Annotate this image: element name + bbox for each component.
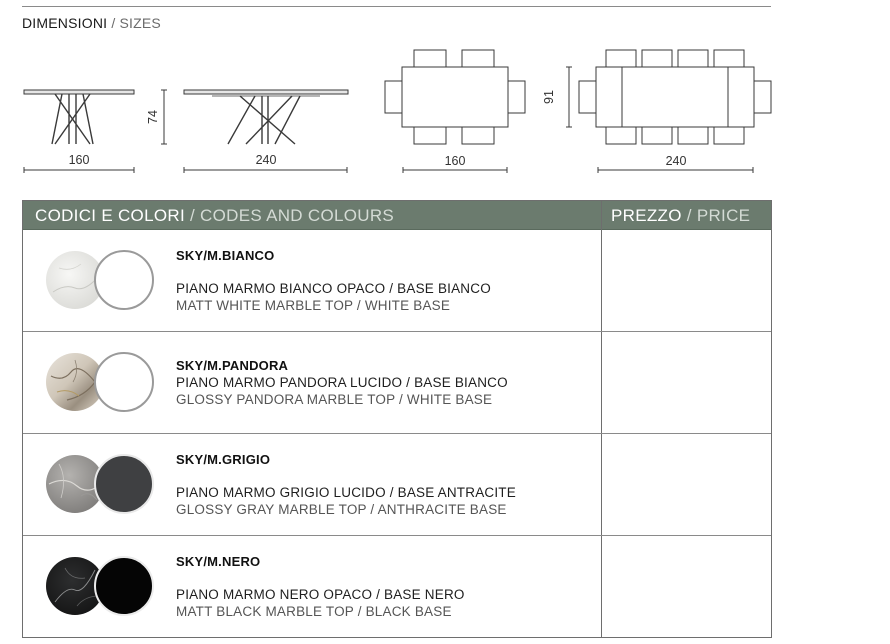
dim-label-plan-160: 160 [444, 154, 466, 168]
dimension-drawings [0, 40, 890, 190]
dimensions-heading: DIMENSIONI / SIZES [22, 15, 161, 31]
white-base-swatch [94, 250, 154, 310]
description-it: PIANO MARMO GRIGIO LUCIDO / BASE ANTRACITE [176, 485, 516, 500]
product-code: SKY/M.GRIGIO [176, 452, 271, 467]
codes-table [22, 200, 772, 638]
product-code: SKY/M.NERO [176, 554, 261, 569]
table-row [23, 230, 601, 332]
column-divider [601, 201, 602, 637]
description-en: GLOSSY PANDORA MARBLE TOP / WHITE BASE [176, 392, 493, 407]
dim-label-240: 240 [255, 153, 277, 167]
description-en: MATT WHITE MARBLE TOP / WHITE BASE [176, 298, 451, 313]
product-code: SKY/M.BIANCO [176, 248, 275, 263]
side-view-240 [161, 90, 348, 173]
table-row [23, 332, 601, 434]
dim-label-160: 160 [68, 153, 90, 167]
table-row [23, 536, 601, 638]
top-rule [22, 6, 771, 7]
description-it: PIANO MARMO BIANCO OPACO / BASE BIANCO [176, 281, 491, 296]
product-code: SKY/M.PANDORA [176, 358, 289, 373]
white-base-swatch [94, 352, 154, 412]
description-it: PIANO MARMO NERO OPACO / BASE NERO [176, 587, 465, 602]
black-base-swatch [94, 556, 154, 616]
header-codes: CODICI E COLORI / CODES AND COLOURS [35, 206, 395, 225]
description-it: PIANO MARMO PANDORA LUCIDO / BASE BIANCO [176, 375, 508, 390]
description-en: GLOSSY GRAY MARBLE TOP / ANTHRACITE BASE [176, 502, 507, 517]
table-row [23, 434, 601, 536]
header-price: PREZZO / PRICE [611, 206, 751, 225]
anthracite-base-swatch [94, 454, 154, 514]
dim-label-plan-240: 240 [665, 154, 687, 168]
dim-label-height: 74 [146, 110, 160, 124]
dim-label-depth: 91 [542, 90, 556, 104]
table-header [23, 201, 771, 230]
description-en: MATT BLACK MARBLE TOP / BLACK BASE [176, 604, 452, 619]
